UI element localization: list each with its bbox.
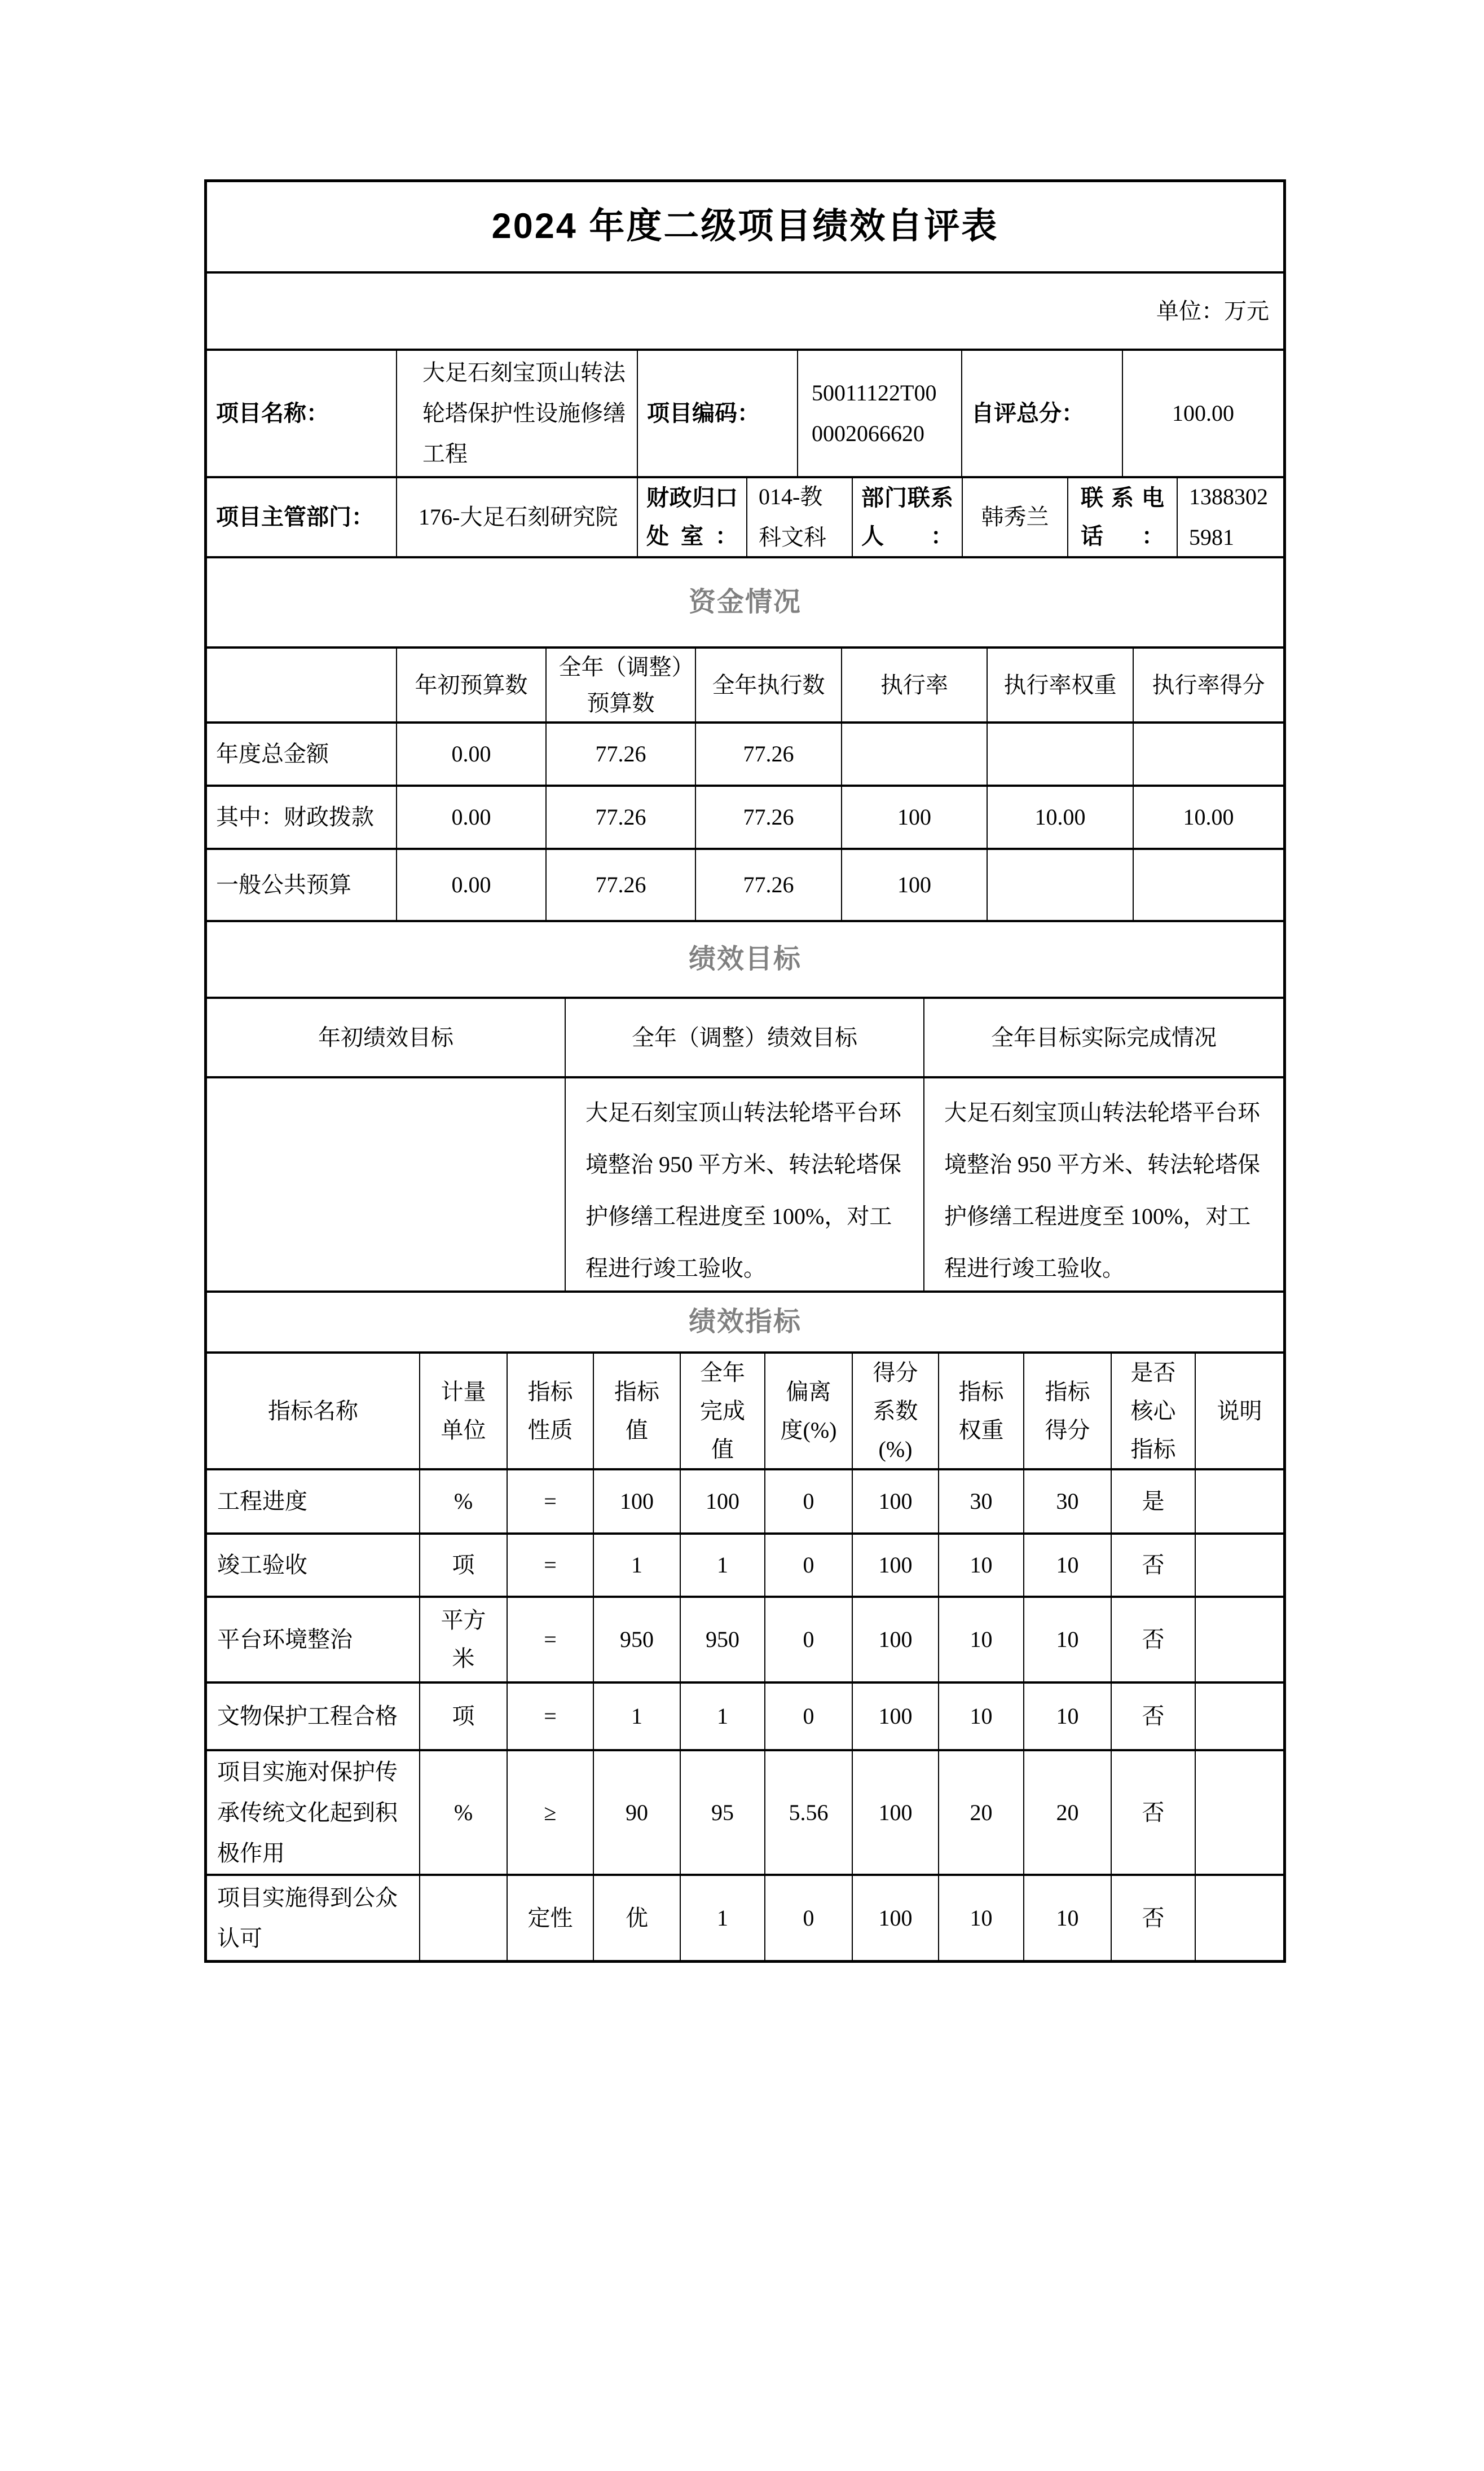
funding-header-rate-weight: 执行率权重: [988, 649, 1134, 721]
indicator-unit: %: [420, 1470, 508, 1532]
ind-header-weight: 指标权重: [939, 1354, 1024, 1468]
indicator-note: [1196, 1751, 1283, 1874]
indicator-core: 否: [1112, 1598, 1196, 1681]
indicator-actual: 1: [681, 1684, 765, 1749]
indicator-coefficient: 100: [853, 1684, 939, 1749]
project-name-label: 项目名称：: [207, 351, 397, 476]
indicator-note: [1196, 1535, 1283, 1596]
indicator-row: [207, 1751, 1283, 1876]
goal-actual-text: 大足石刻宝顶山转法轮塔平台环境整治 950 平方米、转法轮塔保护修缮工程进度至 100%，对工程进行竣工验收。: [944, 1100, 1260, 1281]
funding-cell: 77.26: [696, 787, 842, 848]
indicator-weight: 10: [939, 1535, 1024, 1596]
indicator-name: 工程进度: [207, 1470, 420, 1532]
dept-label: 项目主管部门：: [207, 478, 397, 556]
indicator-note: [1196, 1684, 1283, 1749]
phone-value: 13883025981: [1189, 484, 1268, 550]
indicator-deviation: 0: [765, 1535, 853, 1596]
indicator-core: 否: [1112, 1876, 1196, 1960]
goals-header-actual: 全年目标实际完成情况: [991, 1024, 1217, 1050]
indicator-score: 10: [1024, 1876, 1112, 1960]
contact-value: 韩秀兰: [963, 478, 1068, 556]
funding-header-executed: 全年执行数: [696, 649, 842, 721]
indicator-weight: 20: [939, 1751, 1024, 1874]
indicator-nature: =: [508, 1535, 594, 1596]
funding-cell: [988, 850, 1134, 920]
unit-row: [207, 274, 1283, 351]
funding-header-rate: 执行率: [842, 649, 988, 721]
ind-header-unit: 计量单位: [420, 1354, 508, 1468]
indicator-deviation: 0: [765, 1684, 853, 1749]
goals-header-initial: 年初绩效目标: [207, 999, 566, 1076]
indicator-score: 30: [1024, 1470, 1112, 1532]
indicator-coefficient: 100: [853, 1598, 939, 1681]
funding-header-initial: 年初预算数: [397, 649, 547, 721]
indicator-coefficient: 100: [853, 1751, 939, 1874]
indicator-name: 文物保护工程合格: [207, 1684, 420, 1749]
indicator-row: [207, 1535, 1283, 1598]
indicator-core: 否: [1112, 1535, 1196, 1596]
goals-section-title: 绩效目标: [688, 944, 802, 975]
indicator-core: 否: [1112, 1684, 1196, 1749]
funding-row-label: 年度总金额: [207, 724, 397, 785]
self-evaluation-table: [204, 179, 1286, 1963]
indicator-note: [1196, 1876, 1283, 1960]
ind-header-name: 指标名称: [207, 1354, 420, 1468]
funding-cell: 77.26: [547, 724, 696, 785]
funding-header-row: [207, 649, 1283, 724]
indicator-target: 90: [594, 1751, 681, 1874]
indicator-coefficient: 100: [853, 1470, 939, 1532]
funding-cell: 77.26: [696, 724, 842, 785]
indicator-actual: 1: [681, 1876, 765, 1960]
ind-header-coefficient: 得分系数(%): [853, 1354, 939, 1468]
goal-adjusted-text: 大足石刻宝顶山转法轮塔平台环境整治 950 平方米、转法轮塔保护修缮工程进度至 100%，对工程进行竣工验收。: [566, 1078, 924, 1290]
indicator-note: [1196, 1598, 1283, 1681]
indicator-coefficient: 100: [853, 1876, 939, 1960]
funding-cell: [1134, 724, 1283, 785]
funding-row-label: 一般公共预算: [207, 850, 397, 920]
project-name-value: 大足石刻宝顶山转法轮塔保护性设施修缮工程: [397, 351, 638, 476]
indicator-nature: ≥: [508, 1751, 594, 1874]
indicators-section-row: [207, 1293, 1283, 1354]
indicator-row: [207, 1684, 1283, 1751]
indicator-name: 项目实施得到公众认可: [207, 1876, 420, 1960]
indicator-unit: 项: [420, 1684, 508, 1749]
indicator-actual: 950: [681, 1598, 765, 1681]
indicator-actual: 1: [681, 1535, 765, 1596]
finance-office-value: 014-教科文科: [747, 478, 853, 556]
indicator-deviation: 0: [765, 1876, 853, 1960]
funding-cell: 100: [842, 787, 988, 848]
funding-section-title: 资金情况: [688, 587, 802, 618]
indicator-note: [1196, 1470, 1283, 1532]
unit-note: 单位：万元: [1156, 298, 1269, 324]
indicator-deviation: 5.56: [765, 1751, 853, 1874]
indicator-row: [207, 1470, 1283, 1535]
indicator-deviation: 0: [765, 1470, 853, 1532]
self-score-label: 自评总分：: [962, 351, 1123, 476]
indicator-actual: 95: [681, 1751, 765, 1874]
indicator-deviation: 0: [765, 1598, 853, 1681]
indicator-actual: 100: [681, 1470, 765, 1532]
funding-row-label: 其中：财政拨款: [207, 787, 397, 848]
indicator-name: 平台环境整治: [207, 1598, 420, 1681]
funding-cell: 100: [842, 850, 988, 920]
indicator-score: 20: [1024, 1751, 1112, 1874]
project-name-row: [207, 351, 1283, 478]
phone-label: 联系电话：: [1068, 478, 1178, 556]
indicator-row: [207, 1876, 1283, 1960]
ind-header-actual: 全年完成值: [681, 1354, 765, 1468]
indicator-target: 950: [594, 1598, 681, 1681]
indicator-target: 100: [594, 1470, 681, 1532]
funding-cell: 0.00: [397, 724, 547, 785]
indicator-unit: [420, 1876, 508, 1960]
indicator-weight: 10: [939, 1684, 1024, 1749]
contact-label: 部门联系人：: [853, 478, 963, 556]
indicator-nature: =: [508, 1470, 594, 1532]
goals-header-row: [207, 999, 1283, 1078]
funding-row-fiscal: [207, 787, 1283, 850]
ind-header-target: 指标值: [594, 1354, 681, 1468]
dept-value: 176-大足石刻研究院: [397, 478, 638, 556]
indicator-weight: 10: [939, 1876, 1024, 1960]
funding-cell: 10.00: [988, 787, 1134, 848]
funding-cell: 77.26: [696, 850, 842, 920]
indicators-section-title: 绩效指标: [688, 1307, 802, 1337]
indicator-name: 竣工验收: [207, 1535, 420, 1596]
goals-content-row: [207, 1078, 1283, 1293]
indicator-coefficient: 100: [853, 1535, 939, 1596]
funding-cell: 0.00: [397, 850, 547, 920]
funding-section-row: [207, 558, 1283, 649]
indicator-core: 否: [1112, 1751, 1196, 1874]
indicator-score: 10: [1024, 1684, 1112, 1749]
funding-header-rate-score: 执行率得分: [1152, 672, 1265, 698]
funding-cell: [842, 724, 988, 785]
indicator-target: 1: [594, 1535, 681, 1596]
funding-row-public-budget: [207, 850, 1283, 922]
indicator-nature: =: [508, 1598, 594, 1681]
indicator-target: 优: [594, 1876, 681, 1960]
indicator-nature: 定性: [508, 1876, 594, 1960]
ind-header-note: 说明: [1217, 1398, 1262, 1424]
page-title: 2024 年度二级项目绩效自评表: [491, 206, 999, 246]
indicator-score: 10: [1024, 1598, 1112, 1681]
ind-header-score: 指标得分: [1024, 1354, 1112, 1468]
ind-header-deviation: 偏离度(%): [765, 1354, 853, 1468]
indicator-weight: 30: [939, 1470, 1024, 1532]
finance-office-label: 财政归口处室：: [638, 478, 747, 556]
indicator-nature: =: [508, 1684, 594, 1749]
funding-cell: [1134, 850, 1283, 920]
funding-cell: 10.00: [1183, 804, 1234, 830]
funding-header-adjusted: 全年（调整）预算数: [547, 649, 696, 721]
self-score-value: 100.00: [1172, 400, 1234, 426]
indicator-name: 项目实施对保护传承传统文化起到积极作用: [207, 1751, 420, 1874]
indicator-unit: 项: [420, 1535, 508, 1596]
indicator-unit: 平方米: [420, 1598, 508, 1681]
indicator-unit: %: [420, 1751, 508, 1874]
project-code-label: 项目编码：: [638, 351, 798, 476]
indicator-core: 是: [1112, 1470, 1196, 1532]
indicators-header-row: [207, 1354, 1283, 1470]
goals-header-adjusted: 全年（调整）绩效目标: [566, 999, 924, 1076]
project-dept-row: [207, 478, 1283, 558]
goals-section-row: [207, 922, 1283, 999]
funding-cell: 0.00: [397, 787, 547, 848]
indicator-target: 1: [594, 1684, 681, 1749]
funding-cell: 77.26: [547, 850, 696, 920]
ind-header-nature: 指标性质: [508, 1354, 594, 1468]
project-code-value: 50011122T000002066620: [798, 351, 962, 476]
funding-cell: 77.26: [547, 787, 696, 848]
funding-row-total: [207, 724, 1283, 787]
indicator-score: 10: [1024, 1535, 1112, 1596]
title-row: [207, 182, 1283, 274]
funding-cell: [988, 724, 1134, 785]
funding-header-blank: [207, 649, 397, 721]
indicator-row: [207, 1598, 1283, 1684]
indicator-weight: 10: [939, 1598, 1024, 1681]
goal-initial-text: [207, 1078, 566, 1290]
ind-header-core: 是否核心指标: [1112, 1354, 1196, 1468]
